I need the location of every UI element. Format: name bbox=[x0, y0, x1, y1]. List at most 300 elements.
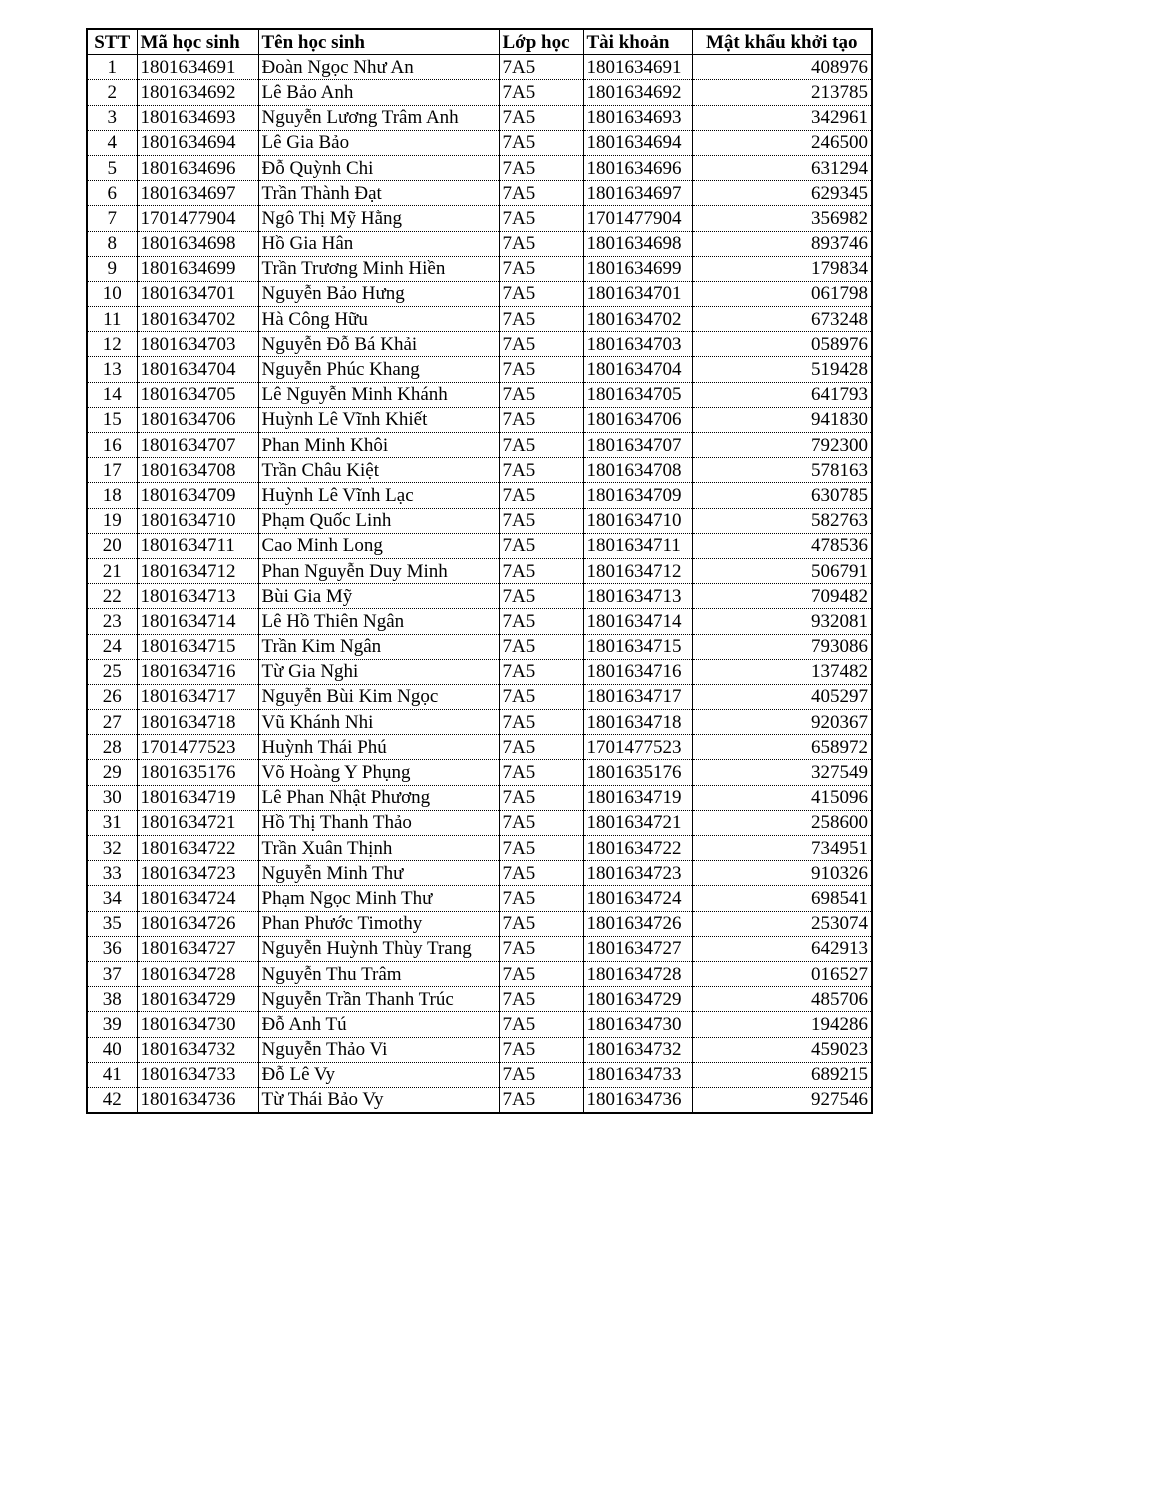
cell-account: 1701477523 bbox=[583, 735, 692, 760]
cell-class: 7A5 bbox=[499, 281, 583, 306]
cell-student-name: Võ Hoàng Y Phụng bbox=[258, 760, 499, 785]
cell-password: 213785 bbox=[692, 80, 872, 105]
cell-class: 7A5 bbox=[499, 810, 583, 835]
cell-stt: 12 bbox=[87, 332, 137, 357]
cell-account: 1801634733 bbox=[583, 1062, 692, 1087]
cell-account: 1801634716 bbox=[583, 659, 692, 684]
cell-password: 061798 bbox=[692, 281, 872, 306]
cell-student-name: Nguyễn Huỳnh Thùy Trang bbox=[258, 936, 499, 961]
cell-class: 7A5 bbox=[499, 155, 583, 180]
cell-stt: 18 bbox=[87, 483, 137, 508]
cell-student-id: 1801634727 bbox=[137, 936, 258, 961]
cell-stt: 36 bbox=[87, 936, 137, 961]
table-row bbox=[87, 684, 872, 709]
cell-student-name: Đỗ Lê Vy bbox=[258, 1062, 499, 1087]
cell-class: 7A5 bbox=[499, 609, 583, 634]
cell-account: 1801634726 bbox=[583, 911, 692, 936]
table-row bbox=[87, 886, 872, 911]
cell-account: 1801634717 bbox=[583, 684, 692, 709]
cell-student-name: Đoàn Ngọc Như An bbox=[258, 55, 499, 80]
table-row bbox=[87, 1037, 872, 1062]
cell-student-id: 1801634729 bbox=[137, 987, 258, 1012]
cell-student-id: 1801634703 bbox=[137, 332, 258, 357]
cell-student-name: Trần Xuân Thịnh bbox=[258, 836, 499, 861]
cell-student-id: 1801634691 bbox=[137, 55, 258, 80]
cell-student-name: Nguyễn Phúc Khang bbox=[258, 357, 499, 382]
header-account: Tài khoản bbox=[583, 29, 692, 55]
cell-student-name: Cao Minh Long bbox=[258, 533, 499, 558]
cell-stt: 27 bbox=[87, 710, 137, 735]
cell-class: 7A5 bbox=[499, 357, 583, 382]
cell-student-id: 1801634694 bbox=[137, 130, 258, 155]
cell-student-id: 1801634692 bbox=[137, 80, 258, 105]
cell-stt: 3 bbox=[87, 105, 137, 130]
cell-class: 7A5 bbox=[499, 130, 583, 155]
table-row bbox=[87, 584, 872, 609]
cell-student-name: Phạm Ngọc Minh Thư bbox=[258, 886, 499, 911]
cell-account: 1801634709 bbox=[583, 483, 692, 508]
cell-password: 246500 bbox=[692, 130, 872, 155]
cell-account: 1801634721 bbox=[583, 810, 692, 835]
cell-student-id: 1801634696 bbox=[137, 155, 258, 180]
cell-student-id: 1801634736 bbox=[137, 1087, 258, 1113]
cell-account: 1801634729 bbox=[583, 987, 692, 1012]
table-row bbox=[87, 433, 872, 458]
cell-stt: 29 bbox=[87, 760, 137, 785]
cell-class: 7A5 bbox=[499, 105, 583, 130]
cell-class: 7A5 bbox=[499, 1037, 583, 1062]
cell-password: 642913 bbox=[692, 936, 872, 961]
cell-class: 7A5 bbox=[499, 1062, 583, 1087]
cell-stt: 25 bbox=[87, 659, 137, 684]
cell-stt: 30 bbox=[87, 785, 137, 810]
cell-password: 793086 bbox=[692, 634, 872, 659]
cell-password: 630785 bbox=[692, 483, 872, 508]
cell-student-id: 1801634714 bbox=[137, 609, 258, 634]
cell-student-id: 1801634715 bbox=[137, 634, 258, 659]
cell-account: 1801634694 bbox=[583, 130, 692, 155]
cell-password: 698541 bbox=[692, 886, 872, 911]
cell-student-id: 1801634704 bbox=[137, 357, 258, 382]
header-class: Lớp học bbox=[499, 29, 583, 55]
table-row bbox=[87, 357, 872, 382]
cell-password: 641793 bbox=[692, 382, 872, 407]
cell-student-id: 1801634707 bbox=[137, 433, 258, 458]
cell-class: 7A5 bbox=[499, 861, 583, 886]
table-row bbox=[87, 155, 872, 180]
cell-student-name: Lê Hồ Thiên Ngân bbox=[258, 609, 499, 634]
cell-student-name: Phạm Quốc Linh bbox=[258, 508, 499, 533]
cell-password: 179834 bbox=[692, 256, 872, 281]
cell-class: 7A5 bbox=[499, 558, 583, 583]
cell-stt: 10 bbox=[87, 281, 137, 306]
table-row bbox=[87, 231, 872, 256]
cell-student-name: Lê Bảo Anh bbox=[258, 80, 499, 105]
table-row bbox=[87, 609, 872, 634]
cell-student-id: 1801634709 bbox=[137, 483, 258, 508]
cell-student-name: Trần Châu Kiệt bbox=[258, 458, 499, 483]
cell-password: 408976 bbox=[692, 55, 872, 80]
cell-student-id: 1801634699 bbox=[137, 256, 258, 281]
cell-class: 7A5 bbox=[499, 508, 583, 533]
cell-password: 506791 bbox=[692, 558, 872, 583]
cell-class: 7A5 bbox=[499, 836, 583, 861]
cell-student-name: Lê Gia Bảo bbox=[258, 130, 499, 155]
cell-account: 1801634736 bbox=[583, 1087, 692, 1113]
cell-password: 137482 bbox=[692, 659, 872, 684]
cell-password: 253074 bbox=[692, 911, 872, 936]
cell-stt: 19 bbox=[87, 508, 137, 533]
cell-class: 7A5 bbox=[499, 634, 583, 659]
cell-class: 7A5 bbox=[499, 483, 583, 508]
cell-stt: 21 bbox=[87, 558, 137, 583]
cell-class: 7A5 bbox=[499, 936, 583, 961]
cell-class: 7A5 bbox=[499, 433, 583, 458]
cell-stt: 23 bbox=[87, 609, 137, 634]
cell-stt: 14 bbox=[87, 382, 137, 407]
cell-account: 1801634698 bbox=[583, 231, 692, 256]
table-row bbox=[87, 810, 872, 835]
cell-class: 7A5 bbox=[499, 231, 583, 256]
cell-stt: 6 bbox=[87, 181, 137, 206]
cell-account: 1801634696 bbox=[583, 155, 692, 180]
cell-account: 1801634691 bbox=[583, 55, 692, 80]
cell-password: 578163 bbox=[692, 458, 872, 483]
table-row bbox=[87, 533, 872, 558]
table-row bbox=[87, 861, 872, 886]
cell-account: 1801635176 bbox=[583, 760, 692, 785]
cell-password: 629345 bbox=[692, 181, 872, 206]
cell-class: 7A5 bbox=[499, 584, 583, 609]
cell-password: 258600 bbox=[692, 810, 872, 835]
cell-password: 058976 bbox=[692, 332, 872, 357]
cell-stt: 37 bbox=[87, 961, 137, 986]
table-row bbox=[87, 987, 872, 1012]
cell-password: 631294 bbox=[692, 155, 872, 180]
cell-student-id: 1801634716 bbox=[137, 659, 258, 684]
cell-password: 194286 bbox=[692, 1012, 872, 1037]
cell-password: 658972 bbox=[692, 735, 872, 760]
cell-class: 7A5 bbox=[499, 256, 583, 281]
cell-stt: 32 bbox=[87, 836, 137, 861]
cell-password: 941830 bbox=[692, 407, 872, 432]
cell-stt: 28 bbox=[87, 735, 137, 760]
table-row bbox=[87, 659, 872, 684]
cell-class: 7A5 bbox=[499, 382, 583, 407]
cell-student-name: Phan Minh Khôi bbox=[258, 433, 499, 458]
cell-stt: 8 bbox=[87, 231, 137, 256]
cell-student-name: Huỳnh Lê Vĩnh Khiết bbox=[258, 407, 499, 432]
cell-password: 342961 bbox=[692, 105, 872, 130]
cell-account: 1801634724 bbox=[583, 886, 692, 911]
table-row bbox=[87, 256, 872, 281]
cell-stt: 20 bbox=[87, 533, 137, 558]
cell-account: 1801634719 bbox=[583, 785, 692, 810]
cell-password: 689215 bbox=[692, 1062, 872, 1087]
cell-class: 7A5 bbox=[499, 332, 583, 357]
cell-password: 327549 bbox=[692, 760, 872, 785]
cell-stt: 42 bbox=[87, 1087, 137, 1113]
cell-password: 893746 bbox=[692, 231, 872, 256]
cell-class: 7A5 bbox=[499, 55, 583, 80]
cell-student-id: 1801634730 bbox=[137, 1012, 258, 1037]
cell-stt: 1 bbox=[87, 55, 137, 80]
cell-student-name: Nguyễn Minh Thư bbox=[258, 861, 499, 886]
cell-student-name: Nguyễn Bùi Kim Ngọc bbox=[258, 684, 499, 709]
cell-class: 7A5 bbox=[499, 181, 583, 206]
cell-student-id: 1701477904 bbox=[137, 206, 258, 231]
cell-account: 1801634712 bbox=[583, 558, 692, 583]
cell-student-id: 1801634711 bbox=[137, 533, 258, 558]
cell-account: 1801634728 bbox=[583, 961, 692, 986]
cell-student-name: Nguyễn Bảo Hưng bbox=[258, 281, 499, 306]
cell-student-id: 1801635176 bbox=[137, 760, 258, 785]
cell-student-name: Nguyễn Thảo Vi bbox=[258, 1037, 499, 1062]
cell-student-name: Từ Thái Bảo Vy bbox=[258, 1087, 499, 1113]
cell-class: 7A5 bbox=[499, 1087, 583, 1113]
cell-student-name: Lê Nguyễn Minh Khánh bbox=[258, 382, 499, 407]
cell-stt: 39 bbox=[87, 1012, 137, 1037]
table-row bbox=[87, 785, 872, 810]
cell-student-id: 1801634722 bbox=[137, 836, 258, 861]
cell-student-name: Huỳnh Thái Phú bbox=[258, 735, 499, 760]
cell-student-id: 1801634718 bbox=[137, 710, 258, 735]
cell-student-id: 1801634721 bbox=[137, 810, 258, 835]
cell-class: 7A5 bbox=[499, 458, 583, 483]
cell-account: 1801634718 bbox=[583, 710, 692, 735]
cell-student-id: 1801634724 bbox=[137, 886, 258, 911]
cell-stt: 38 bbox=[87, 987, 137, 1012]
cell-student-name: Phan Phước Timothy bbox=[258, 911, 499, 936]
cell-password: 792300 bbox=[692, 433, 872, 458]
cell-student-id: 1701477523 bbox=[137, 735, 258, 760]
cell-class: 7A5 bbox=[499, 659, 583, 684]
cell-stt: 34 bbox=[87, 886, 137, 911]
cell-student-name: Đỗ Anh Tú bbox=[258, 1012, 499, 1037]
cell-account: 1701477904 bbox=[583, 206, 692, 231]
cell-class: 7A5 bbox=[499, 206, 583, 231]
cell-student-id: 1801634732 bbox=[137, 1037, 258, 1062]
table-row bbox=[87, 407, 872, 432]
cell-account: 1801634704 bbox=[583, 357, 692, 382]
cell-class: 7A5 bbox=[499, 533, 583, 558]
cell-student-id: 1801634697 bbox=[137, 181, 258, 206]
table-row bbox=[87, 332, 872, 357]
cell-student-id: 1801634702 bbox=[137, 307, 258, 332]
cell-password: 016527 bbox=[692, 961, 872, 986]
header-password: Mật khẩu khởi tạo bbox=[692, 29, 872, 55]
cell-account: 1801634727 bbox=[583, 936, 692, 961]
cell-account: 1801634713 bbox=[583, 584, 692, 609]
table-row bbox=[87, 508, 872, 533]
cell-stt: 22 bbox=[87, 584, 137, 609]
cell-account: 1801634697 bbox=[583, 181, 692, 206]
cell-account: 1801634703 bbox=[583, 332, 692, 357]
cell-student-name: Hà Công Hữu bbox=[258, 307, 499, 332]
cell-stt: 5 bbox=[87, 155, 137, 180]
table-row bbox=[87, 1087, 872, 1113]
cell-student-name: Bùi Gia Mỹ bbox=[258, 584, 499, 609]
cell-password: 920367 bbox=[692, 710, 872, 735]
cell-student-name: Nguyễn Đỗ Bá Khải bbox=[258, 332, 499, 357]
table-row bbox=[87, 936, 872, 961]
cell-student-name: Huỳnh Lê Vĩnh Lạc bbox=[258, 483, 499, 508]
table-row bbox=[87, 458, 872, 483]
table-row bbox=[87, 735, 872, 760]
cell-stt: 24 bbox=[87, 634, 137, 659]
cell-password: 673248 bbox=[692, 307, 872, 332]
cell-account: 1801634692 bbox=[583, 80, 692, 105]
table-row bbox=[87, 760, 872, 785]
cell-student-name: Nguyễn Lương Trâm Anh bbox=[258, 105, 499, 130]
cell-stt: 15 bbox=[87, 407, 137, 432]
cell-stt: 35 bbox=[87, 911, 137, 936]
cell-student-id: 1801634701 bbox=[137, 281, 258, 306]
cell-class: 7A5 bbox=[499, 886, 583, 911]
cell-student-name: Vũ Khánh Nhi bbox=[258, 710, 499, 735]
cell-account: 1801634710 bbox=[583, 508, 692, 533]
cell-password: 582763 bbox=[692, 508, 872, 533]
table-row bbox=[87, 836, 872, 861]
cell-class: 7A5 bbox=[499, 785, 583, 810]
cell-password: 356982 bbox=[692, 206, 872, 231]
table-row bbox=[87, 1062, 872, 1087]
cell-student-id: 1801634708 bbox=[137, 458, 258, 483]
cell-student-name: Hồ Thị Thanh Thảo bbox=[258, 810, 499, 835]
cell-class: 7A5 bbox=[499, 710, 583, 735]
cell-stt: 7 bbox=[87, 206, 137, 231]
cell-student-name: Trần Trương Minh Hiền bbox=[258, 256, 499, 281]
cell-student-id: 1801634705 bbox=[137, 382, 258, 407]
table-row bbox=[87, 130, 872, 155]
cell-class: 7A5 bbox=[499, 407, 583, 432]
table-row bbox=[87, 483, 872, 508]
cell-class: 7A5 bbox=[499, 80, 583, 105]
table-row bbox=[87, 382, 872, 407]
cell-account: 1801634708 bbox=[583, 458, 692, 483]
cell-password: 519428 bbox=[692, 357, 872, 382]
cell-password: 709482 bbox=[692, 584, 872, 609]
cell-student-name: Nguyễn Trần Thanh Trúc bbox=[258, 987, 499, 1012]
cell-student-name: Trần Kim Ngân bbox=[258, 634, 499, 659]
cell-password: 927546 bbox=[692, 1087, 872, 1113]
cell-class: 7A5 bbox=[499, 987, 583, 1012]
cell-account: 1801634730 bbox=[583, 1012, 692, 1037]
cell-stt: 4 bbox=[87, 130, 137, 155]
cell-password: 478536 bbox=[692, 533, 872, 558]
cell-stt: 33 bbox=[87, 861, 137, 886]
cell-password: 459023 bbox=[692, 1037, 872, 1062]
cell-stt: 16 bbox=[87, 433, 137, 458]
cell-student-id: 1801634733 bbox=[137, 1062, 258, 1087]
table-row bbox=[87, 105, 872, 130]
header-row bbox=[87, 29, 872, 55]
cell-stt: 26 bbox=[87, 684, 137, 709]
cell-account: 1801634732 bbox=[583, 1037, 692, 1062]
cell-student-name: Ngô Thị Mỹ Hằng bbox=[258, 206, 499, 231]
cell-class: 7A5 bbox=[499, 760, 583, 785]
cell-student-id: 1801634706 bbox=[137, 407, 258, 432]
table-row bbox=[87, 634, 872, 659]
cell-student-id: 1801634728 bbox=[137, 961, 258, 986]
cell-stt: 9 bbox=[87, 256, 137, 281]
cell-stt: 41 bbox=[87, 1062, 137, 1087]
cell-student-name: Hồ Gia Hân bbox=[258, 231, 499, 256]
cell-student-id: 1801634719 bbox=[137, 785, 258, 810]
cell-account: 1801634693 bbox=[583, 105, 692, 130]
cell-stt: 11 bbox=[87, 307, 137, 332]
cell-class: 7A5 bbox=[499, 911, 583, 936]
cell-account: 1801634699 bbox=[583, 256, 692, 281]
cell-student-id: 1801634712 bbox=[137, 558, 258, 583]
cell-student-name: Đỗ Quỳnh Chi bbox=[258, 155, 499, 180]
cell-class: 7A5 bbox=[499, 684, 583, 709]
cell-stt: 31 bbox=[87, 810, 137, 835]
table-body bbox=[87, 55, 872, 1113]
cell-student-name: Lê Phan Nhật Phương bbox=[258, 785, 499, 810]
cell-password: 910326 bbox=[692, 861, 872, 886]
header-stt: STT bbox=[87, 29, 137, 55]
table-row bbox=[87, 1012, 872, 1037]
cell-account: 1801634714 bbox=[583, 609, 692, 634]
cell-student-id: 1801634693 bbox=[137, 105, 258, 130]
cell-student-name: Phan Nguyễn Duy Minh bbox=[258, 558, 499, 583]
table-row bbox=[87, 281, 872, 306]
header-student-id: Mã học sinh bbox=[137, 29, 258, 55]
cell-student-name: Trần Thành Đạt bbox=[258, 181, 499, 206]
cell-account: 1801634701 bbox=[583, 281, 692, 306]
cell-class: 7A5 bbox=[499, 1012, 583, 1037]
cell-student-name: Từ Gia Nghi bbox=[258, 659, 499, 684]
cell-student-id: 1801634717 bbox=[137, 684, 258, 709]
table-row bbox=[87, 911, 872, 936]
table-row bbox=[87, 181, 872, 206]
cell-stt: 40 bbox=[87, 1037, 137, 1062]
header-student-name: Tên học sinh bbox=[258, 29, 499, 55]
cell-password: 485706 bbox=[692, 987, 872, 1012]
table-row bbox=[87, 710, 872, 735]
table-row bbox=[87, 307, 872, 332]
cell-student-name: Nguyễn Thu Trâm bbox=[258, 961, 499, 986]
table-row bbox=[87, 961, 872, 986]
table-row bbox=[87, 55, 872, 80]
table-row bbox=[87, 80, 872, 105]
cell-student-id: 1801634726 bbox=[137, 911, 258, 936]
cell-student-id: 1801634710 bbox=[137, 508, 258, 533]
cell-account: 1801634707 bbox=[583, 433, 692, 458]
cell-stt: 13 bbox=[87, 357, 137, 382]
student-account-table bbox=[86, 28, 873, 1114]
cell-account: 1801634722 bbox=[583, 836, 692, 861]
cell-student-id: 1801634713 bbox=[137, 584, 258, 609]
cell-stt: 17 bbox=[87, 458, 137, 483]
cell-class: 7A5 bbox=[499, 307, 583, 332]
cell-stt: 2 bbox=[87, 80, 137, 105]
cell-account: 1801634705 bbox=[583, 382, 692, 407]
cell-account: 1801634702 bbox=[583, 307, 692, 332]
cell-class: 7A5 bbox=[499, 961, 583, 986]
table-row bbox=[87, 206, 872, 231]
cell-password: 932081 bbox=[692, 609, 872, 634]
cell-account: 1801634715 bbox=[583, 634, 692, 659]
cell-class: 7A5 bbox=[499, 735, 583, 760]
cell-password: 734951 bbox=[692, 836, 872, 861]
cell-account: 1801634723 bbox=[583, 861, 692, 886]
table-row bbox=[87, 558, 872, 583]
cell-account: 1801634711 bbox=[583, 533, 692, 558]
cell-student-id: 1801634698 bbox=[137, 231, 258, 256]
cell-password: 415096 bbox=[692, 785, 872, 810]
